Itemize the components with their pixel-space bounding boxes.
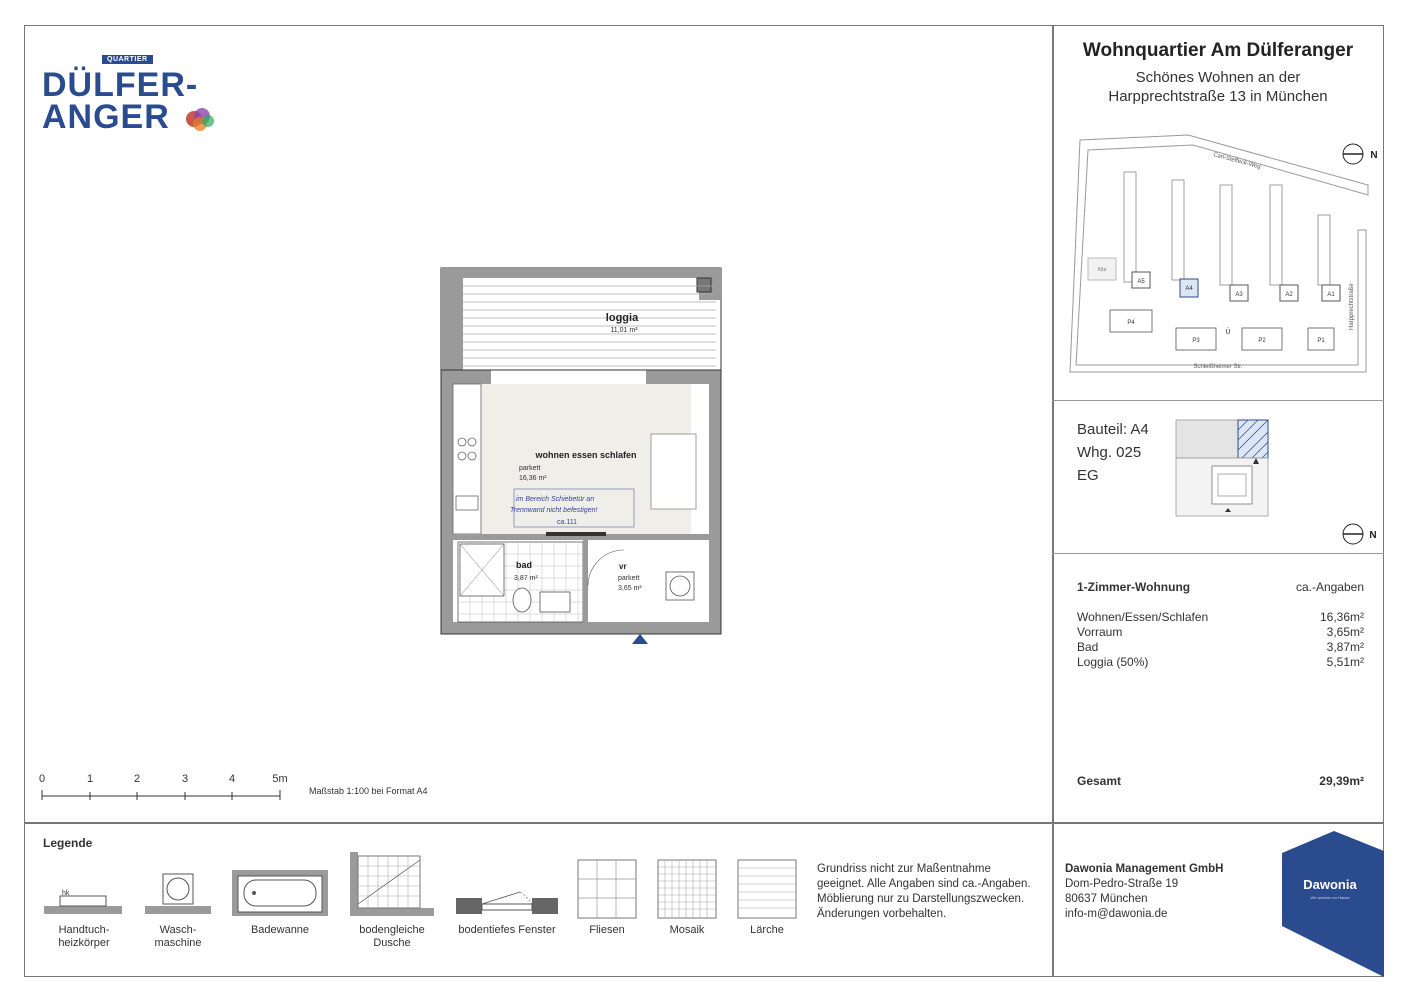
area-table [1077,610,1364,670]
project-subtitle-line-2: Harpprechtstraße 13 in München [1108,88,1328,105]
project-title: Wohnquartier Am Dülferanger [1082,40,1354,61]
parking-p4: P4 [1127,320,1135,326]
room-living-area: 16,36 m² [519,475,547,482]
scale-tick-5: 5m [272,773,288,785]
bathtub-icon [230,848,330,920]
area-value: 3,87m² [1326,640,1364,654]
project-subtitle-line-1: Schönes Wohnen an der [1135,69,1301,86]
north-label-2: N [1369,530,1377,541]
room-loggia-area: 11,01 m² [610,327,638,334]
info-divider-2 [1052,553,1384,554]
legend-label-line-2: maschine [154,937,202,949]
legend-item [40,848,128,958]
site-plan [1068,130,1383,375]
legend-label [143,924,213,950]
column-divider [1052,25,1054,977]
legend-label-line-1: Wasch- [159,924,197,936]
street-east: Harpprechtstraße [1349,283,1355,330]
legend-item [346,848,438,958]
unit-info [1077,418,1149,487]
kita-label: Kita [1097,267,1107,273]
area-label: Vorraum [1077,625,1123,639]
room-living-name: wohnen essen schlafen [535,450,637,460]
legend-label [40,924,128,950]
total-label: Gesamt [1077,774,1122,788]
scale-tick-1: 1 [86,773,94,785]
building-a1: A1 [1327,292,1335,298]
street-north: Carl-Steffeck-Weg [1212,152,1262,171]
legend-label-line-2: heizkörper [58,937,110,949]
entrance-marker-icon [632,634,648,644]
company-street: Dom-Pedro-Straße 19 [1065,878,1179,890]
dawonia-logo [1282,831,1384,977]
legend-label [656,924,718,937]
area-label: Loggia (50%) [1077,655,1149,669]
legend-label-line-1: Lärche [750,924,784,936]
dawonia-name: Dawonia [1303,877,1357,892]
room-hall-note: parkett [618,575,640,582]
area-note: ca.-Angaben [1295,580,1364,594]
logo-line-1: DÜLFER- [42,66,199,104]
legend-label-line-1: Badewanne [250,924,310,936]
room-loggia-name: loggia [605,312,639,324]
building-a5: A5 [1137,279,1145,285]
mosaic-icon [656,848,718,920]
disclaimer-text: Grundriss nicht zur Maßentnahme geeignet. Alle Angaben sind ca.-Angaben. Möblierung nur zu Darstellungszwecken. Änderungen vorbehalten. [817,863,1031,920]
kitchen-counter [453,384,481,534]
north-label: N [1370,150,1378,161]
towel-radiator-icon-label: hk [62,890,70,897]
floor-window-icon [452,848,562,920]
bed-icon [651,434,696,509]
larch-icon [736,848,798,920]
legend-label [346,924,438,950]
company-email: info-m@dawonia.de [1065,908,1168,920]
u-label: Ü [1225,329,1231,336]
legend-label [576,924,638,937]
area-value: 16,36m² [1319,610,1364,624]
area-row [1077,640,1364,655]
area-row [1077,625,1364,640]
scale-tick-4: 4 [228,773,236,785]
legend-item [576,848,638,958]
area-row [1077,655,1364,670]
legend-label-line-1: Handtuch- [58,924,110,936]
area-label: Bad [1077,640,1099,654]
north-arrow-icon [1343,144,1378,164]
room-hall-name: vr [619,562,627,571]
street-south: Schleißheimer Str. [1193,364,1243,370]
building-a3: A3 [1235,292,1243,298]
scale-tick-0: 0 [38,773,46,785]
walk-in-shower-icon [346,848,438,920]
parking-p3: P3 [1192,338,1200,344]
note-line-1: im Bereich Schiebetür an [516,496,595,503]
bauteil-label: Bauteil: A4 [1077,421,1149,438]
legend-label-line-1: bodentiefes Fenster [458,924,556,936]
legend-label [452,924,562,937]
company-city: 80637 München [1065,893,1148,905]
duelferanger-logo [42,52,232,142]
company-name: Dawonia Management GmbH [1065,863,1224,875]
area-label: Wohnen/Essen/Schlafen [1077,610,1209,624]
area-value: 5,51m² [1326,655,1364,669]
floor-plan [436,266,726,646]
legend-label [230,924,330,937]
towel-radiator-icon [40,848,128,920]
legend-label-line-2: Dusche [373,937,411,949]
company-address [1065,862,1223,922]
room-bath-name: bad [516,560,533,570]
legend-item [656,848,718,958]
apartment-type: 1-Zimmer-Wohnung [1077,580,1191,594]
total-value: 29,39m² [1319,774,1364,788]
key-plan [1172,416,1287,520]
legend-label-line-1: Mosaik [669,924,705,936]
room-bath-area: 3,87 m² [514,575,538,582]
scale-tick-3: 3 [181,773,189,785]
building-a2: A2 [1285,292,1293,298]
project-subtitle [1052,68,1384,106]
washing-machine-icon [143,848,213,920]
room-hall-area: 3,65 m² [618,585,642,592]
tiles-icon [576,848,638,920]
note-line-3: ca.111 [557,519,577,526]
area-value: 3,65m² [1326,625,1364,639]
legend-item [230,848,330,958]
floor-label: EG [1077,467,1099,484]
area-row [1077,610,1364,625]
info-divider-1 [1052,400,1384,401]
legend-item [452,848,562,958]
note-line-2: Trennwand nicht befestigen! [510,507,598,514]
north-arrow-icon-2 [1340,521,1380,547]
scale-text: Maßstab 1:100 bei Format A4 [309,786,428,796]
bathroom [458,542,583,622]
room-living-note: parkett [519,465,541,472]
legend-label-line-1: bodengleiche [359,924,425,936]
loggia-area [441,268,721,370]
logo-line-2: ANGER [42,98,170,136]
building-a4: A4 [1185,286,1193,292]
scale-tick-2: 2 [133,773,141,785]
legend-label-line-1: Fliesen [589,924,625,936]
legend-label [736,924,798,937]
legend-item [736,848,798,958]
parking-p2: P2 [1258,338,1266,344]
parking-p1: P1 [1317,338,1325,344]
legend-title: Legende [43,836,93,850]
legend-item [143,848,213,958]
logo-badge: QUARTIER [102,55,153,64]
legend-divider [24,822,1384,824]
dawonia-tagline: Wir wohnen zu Hause [1310,895,1350,900]
logo-dots-icon [184,104,220,134]
apartment-number: Whg. 025 [1077,444,1142,461]
